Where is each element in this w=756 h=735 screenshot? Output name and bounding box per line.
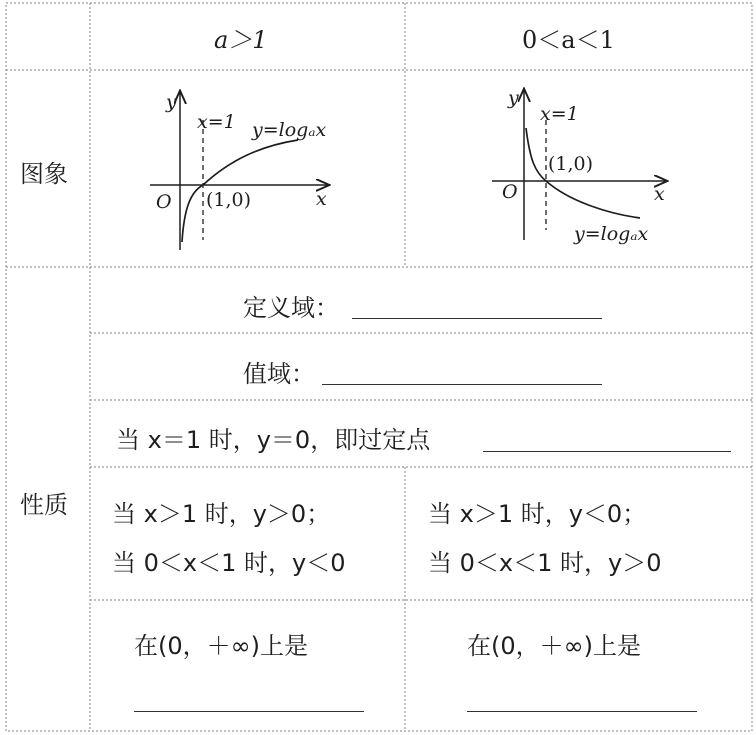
origin-label: O [502, 181, 518, 203]
curve-label: y=logₐx [574, 223, 649, 245]
point-label: (1,0) [548, 153, 594, 175]
x-axis-label: x [316, 188, 327, 210]
fixed-point-text: 当 x＝1 时，y＝0，即过定点 [116, 426, 431, 454]
range-label: 值域： [243, 360, 315, 388]
header-a-between-0-1: 0＜a＜1 [522, 26, 615, 54]
fixed-point-blank[interactable] [483, 451, 731, 452]
origin-label: O [156, 191, 172, 213]
left-monotonic-blank[interactable] [134, 711, 364, 712]
y-axis-label: y [166, 91, 177, 113]
point-label: (1,0) [206, 189, 252, 211]
graph-row-label: 图象 [20, 160, 68, 188]
asymptote-label: x=1 [197, 111, 236, 133]
x-axis-label: x [654, 183, 665, 205]
range-blank[interactable] [322, 384, 602, 385]
domain-blank[interactable] [352, 318, 602, 319]
right-sign-line-2: 当 0＜x＜1 时，y＞0 [428, 549, 662, 577]
right-sign-line-1: 当 x＞1 时，y＜0； [428, 500, 647, 528]
curve-label: y=logₐx [252, 119, 327, 141]
graph-a-between-0-1 [480, 80, 690, 260]
y-axis-label: y [508, 87, 519, 109]
domain-label: 定义域： [243, 294, 339, 322]
left-monotonic-text: 在(0，＋∞)上是 [134, 632, 308, 660]
header-a-greater-1: a＞1 [214, 26, 268, 54]
graph-a-greater-1 [140, 80, 380, 260]
left-sign-line-1: 当 x＞1 时，y＞0； [112, 500, 331, 528]
property-row-label: 性质 [20, 491, 68, 519]
right-monotonic-text: 在(0，＋∞)上是 [467, 632, 641, 660]
asymptote-label: x=1 [540, 103, 579, 125]
left-sign-line-2: 当 0＜x＜1 时，y＜0 [112, 549, 346, 577]
right-monotonic-blank[interactable] [467, 711, 697, 712]
